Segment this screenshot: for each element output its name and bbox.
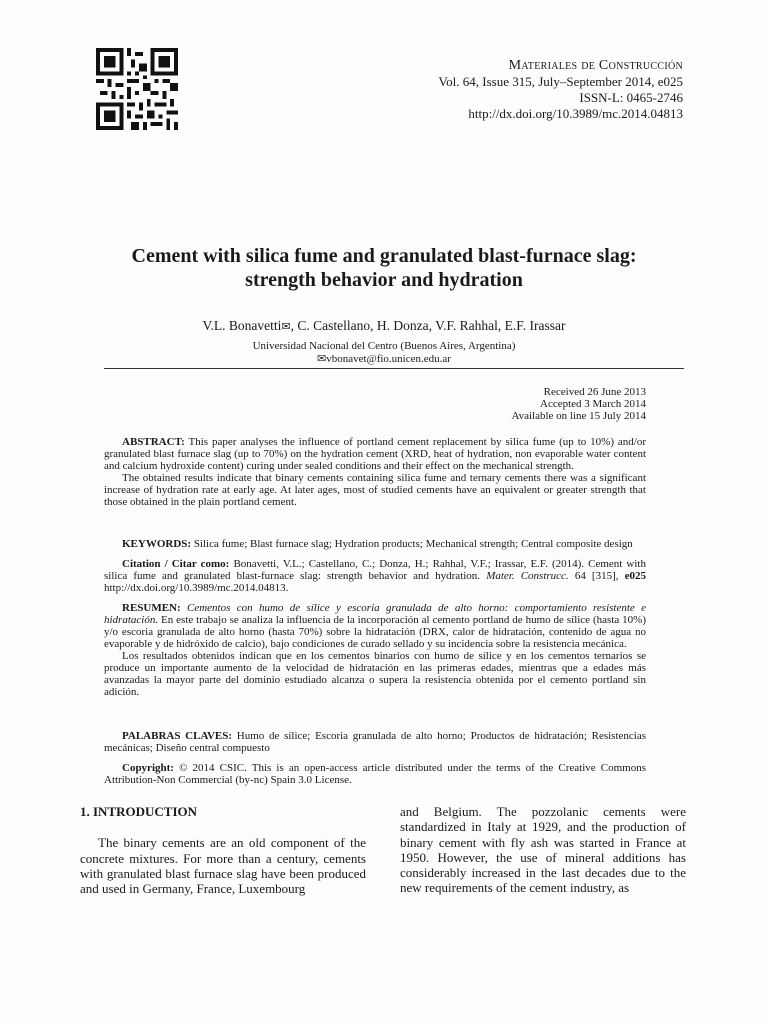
author-list	[80, 318, 688, 334]
citation-volume: 64 [315],	[574, 570, 619, 582]
author-first: V.L. Bonavetti	[202, 318, 282, 333]
publication-dates	[511, 386, 646, 422]
citation	[104, 558, 646, 594]
authors-rest: , C. Castellano, H. Donza, V.F. Rahhal, E.F. Irassar	[290, 318, 566, 333]
copyright-text: © 2014 CSIC. This is an open-access article distributed under the terms of the Creative Commons Attribution-Non Commercial (by-nc) Spain 3.0 License.	[104, 762, 646, 786]
citation-journal: Mater. Construcc.	[486, 570, 569, 582]
title-line-1: Cement with silica fume and granulated blast-furnace slag:	[131, 245, 637, 267]
journal-name: Materiales de Construcción	[508, 58, 683, 73]
abstract-p2: The obtained results indicate that binary cements containing silica fume and ternary cements there was a significant increase of hydration rate at early age. At later ages, most of studied cements have an equivalent or greater strength that those obtained in the plain portland cement.	[104, 472, 646, 508]
intro-paragraph-right: and Belgium. The pozzolanic cements were standardized in Italy at 1929, and the production of binary cement with fly ash was started in France at 1950. However, the use of mineral additions has considerably increased in the last decades due to the new requirements of the cement industry, as	[400, 804, 686, 896]
keywords	[104, 538, 646, 550]
affiliation: Universidad Nacional del Centro (Buenos Aires, Argentina)	[252, 340, 516, 352]
journal-issn: ISSN-L: 0465-2746	[579, 90, 683, 105]
title-line-2: strength behavior and hydration	[245, 269, 523, 291]
affiliation-block	[80, 340, 688, 366]
accepted-date: Accepted 3 March 2014	[540, 398, 646, 410]
resumen-p2: Los resultados obtenidos indican que en los cementos binarios con humo de sílice y en los cementos ternarios se produce un importante aumento de la velocidad de hidratación en las primeras edades, mientras que a edades más avanzadas la mayor parte del dominio estudiado alcanza o supera la resistencia obtenida por el cemento portland sin adición.	[104, 650, 646, 698]
resumen-p1: En este trabajo se analiza la influencia de la incorporación al cemento portland de humo de sílice (hasta 10%) y/o escoria granulada de alto horno (hasta 70%) sobre la hidratación (DRX, calor de hidratación, contenido de agua no evaporable y de hidróxido de calcio), bajo condiciones de curado sellado y su incidencia sobre la resistencia mecánica.	[104, 614, 646, 650]
copyright	[104, 762, 646, 786]
author-email[interactable]: vbonavet@fio.unicen.edu.ar	[326, 353, 451, 365]
copyright-label: Copyright:	[122, 762, 174, 774]
keywords-label: KEYWORDS:	[122, 538, 192, 550]
journal-volume: Vol. 64, Issue 315, July–September 2014, e025	[438, 74, 683, 89]
palabras-text: Humo de sílice; Escoria granulada de alto horno; Productos de hidratación; Resistencias mecánicas; Diseño central compuesto	[104, 730, 647, 754]
palabras-label: PALABRAS CLAVES:	[122, 730, 233, 742]
palabras-claves	[104, 730, 646, 754]
citation-text: Bonavetti, V.L.; Castellano, C.; Donza, H.; Rahhal, V.F.; Irassar, E.F. (2014). Cement with silica fume and granulated blast-furnace slag: strength behavior and hydration.	[104, 558, 646, 582]
available-date: Available on line 15 July 2014	[511, 410, 646, 422]
received-date: Received 26 June 2013	[543, 386, 646, 398]
abstract	[104, 436, 646, 508]
section-heading: 1. INTRODUCTION	[80, 804, 198, 819]
resumen-label: RESUMEN:	[122, 602, 181, 614]
envelope-icon: ✉	[317, 353, 327, 365]
keywords-text: Silica fume; Blast furnace slag; Hydration products; Mechanical strength; Central composite design	[193, 538, 633, 550]
qr-code-icon	[96, 48, 178, 130]
intro-paragraph-left: The binary cements are an old component of the concrete mixtures. For more than a century, cements with granulated blast furnace slag have been produced and used in Germany, France, Luxembourg	[80, 835, 366, 897]
body-left-column	[80, 804, 366, 896]
citation-doi[interactable]: http://dx.doi.org/10.3989/mc.2014.04813.	[104, 582, 289, 594]
abstract-p1: This paper analyses the influence of portland cement replacement by silica fume (up to 10%) and/or granulated blast furnace slag (up to 70%) on the hydration cement (XRD, heat of hydration, non evaporable water content and calcium hydroxide content) curing under sealed conditions and their effect on the mechanical strength.	[104, 436, 646, 472]
resumen-title: Cementos con humo de sílice y escoria granulada de alto horno: comportamiento resistente e hidratación.	[104, 602, 647, 626]
journal-header	[438, 58, 683, 122]
header-divider	[104, 368, 684, 369]
envelope-icon: ✉	[281, 321, 291, 333]
citation-label: Citation / Citar como:	[122, 558, 230, 570]
paper-title	[80, 244, 688, 292]
body-right-column	[400, 804, 686, 896]
citation-article: e025	[624, 570, 647, 582]
journal-doi-link[interactable]: http://dx.doi.org/10.3989/mc.2014.04813	[468, 106, 683, 121]
abstract-label: ABSTRACT:	[122, 436, 185, 448]
resumen	[104, 602, 646, 698]
